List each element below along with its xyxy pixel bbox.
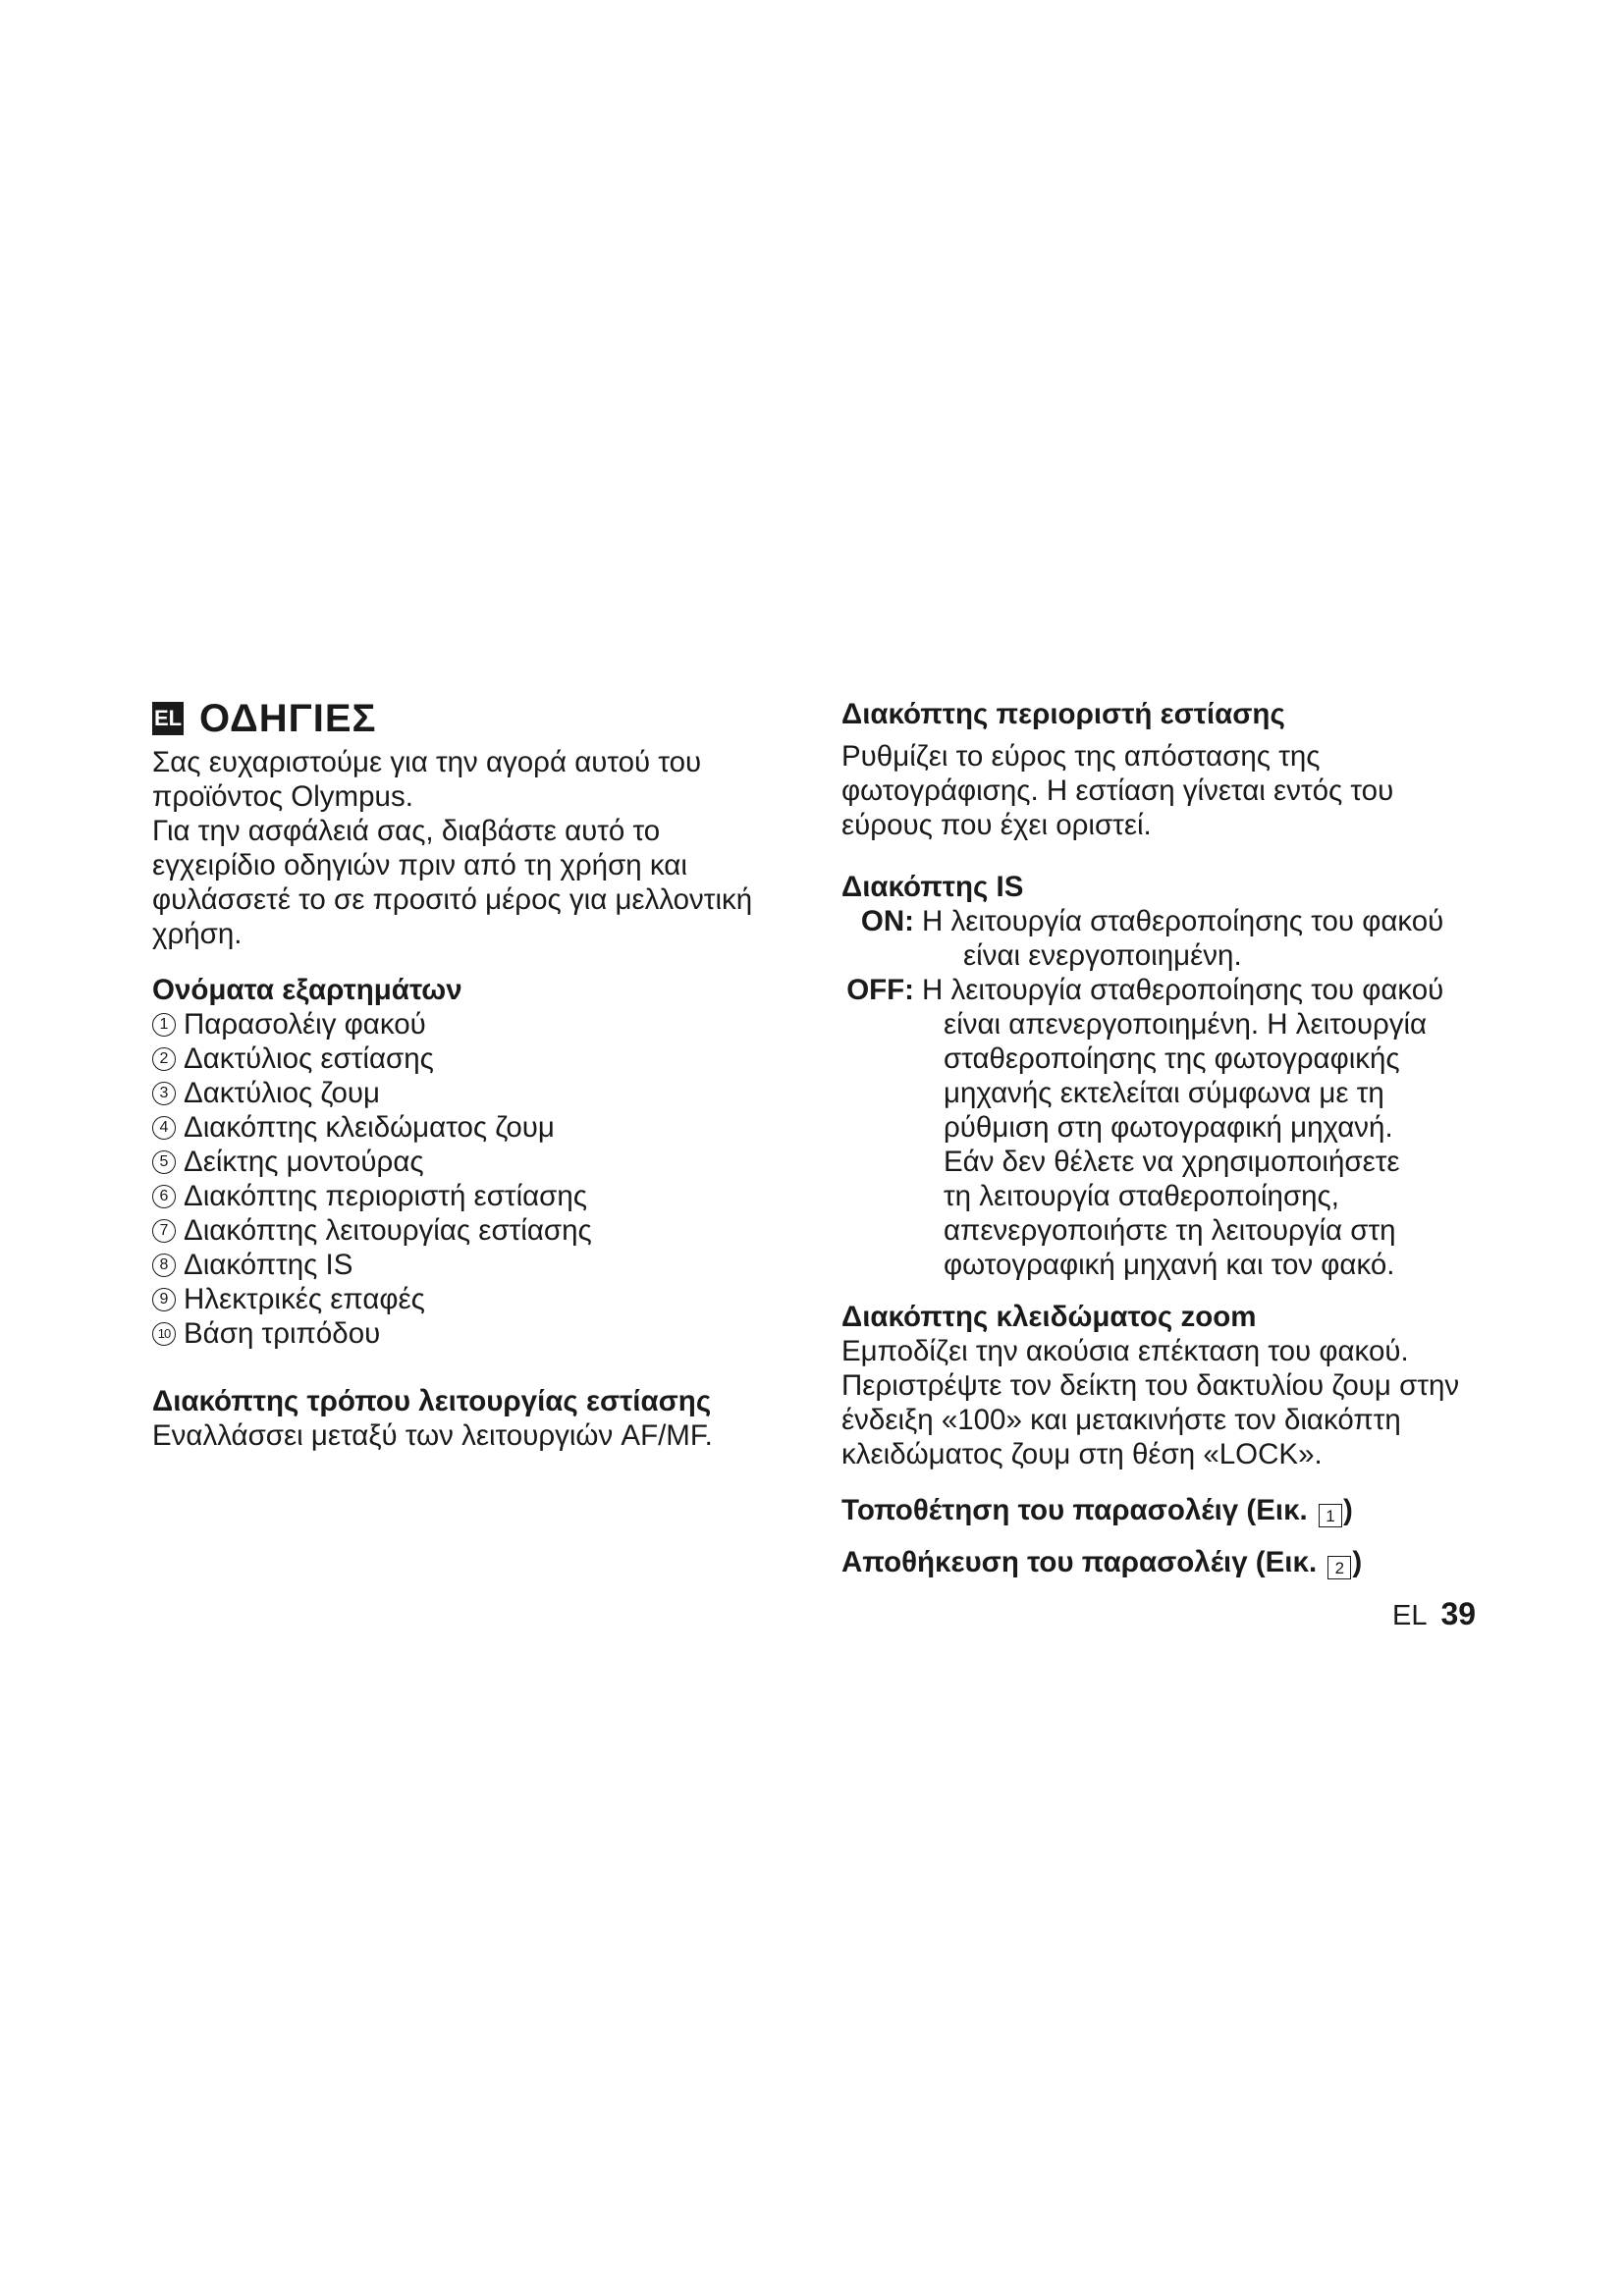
focus-limiter-line: εύρους που έχει οριστεί.: [841, 809, 1152, 841]
intro-paragraph: [152, 745, 781, 951]
focus-limiter-line: φωτογράφισης. Η εστίαση γίνεται εντός του: [841, 774, 1394, 807]
zoom-lock-line: Περιστρέψτε τον δείκτη του δακτυλίου ζουμ στην: [841, 1369, 1460, 1402]
focus-limiter-line: Ρυθμίζει το εύρος της απόστασης της: [841, 740, 1321, 773]
title-text: ΟΔΗΓΙΕΣ: [199, 697, 377, 740]
on-line: είναι ενεργοποιημένη.: [963, 939, 1242, 972]
hood-attach-heading: [841, 1493, 1489, 1527]
item-label: Δείκτης μοντούρας: [184, 1146, 424, 1178]
off-line: απενεργοποιήστε τη λειτουργία στη: [944, 1214, 1396, 1247]
item-label: Διακόπτης IS: [184, 1249, 353, 1281]
item-number: 1: [152, 1013, 176, 1037]
off-line: τη λειτουργία σταθεροποίησης,: [944, 1180, 1339, 1212]
intro-line: Σας ευχαριστούμε για την αγορά αυτού του: [152, 746, 702, 778]
item-number: 2: [152, 1047, 176, 1071]
item-label: Δακτύλιος ζουμ: [184, 1077, 380, 1109]
list-item: [152, 1179, 781, 1213]
page-title: [152, 697, 781, 740]
parts-list: [152, 1007, 781, 1351]
list-item: [152, 1110, 781, 1145]
intro-line: προϊόντος Olympus.: [152, 780, 413, 813]
list-item: [152, 1041, 781, 1076]
figure-ref-box: 2: [1327, 1556, 1351, 1579]
on-term: ON:: [860, 905, 914, 937]
paren-close: ): [1342, 1494, 1353, 1526]
item-number: 8: [152, 1254, 176, 1277]
zoom-lock-heading: Διακόπτης κλειδώματος zoom: [841, 1301, 1257, 1333]
left-column: [152, 697, 781, 1453]
off-line: Εάν δεν θέλετε να χρησιμοποιήσετε: [944, 1146, 1400, 1178]
item-number: 7: [152, 1219, 176, 1243]
list-item: [152, 1248, 781, 1282]
is-off-definition: [841, 973, 1489, 1282]
list-item: [152, 1145, 781, 1179]
item-label: Παρασολέιγ φακού: [184, 1008, 426, 1041]
off-line: σταθεροποίησης της φωτογραφικής: [944, 1042, 1400, 1075]
item-number: 3: [152, 1082, 176, 1105]
on-line: Η λειτουργία σταθεροποίησης του φακού: [922, 905, 1444, 937]
item-label: Βάση τριπόδου: [184, 1317, 381, 1350]
item-label: Δακτύλιος εστίασης: [184, 1042, 434, 1075]
page-number: [1392, 1597, 1476, 1633]
off-line: ρύθμιση στη φωτογραφική μηχανή.: [944, 1111, 1393, 1144]
footer-lang: EL: [1392, 1600, 1428, 1631]
language-badge: EL: [152, 702, 184, 735]
item-number: 6: [152, 1185, 176, 1208]
intro-line: Για την ασφάλειά σας, διαβάστε αυτό το: [152, 815, 661, 847]
item-label: Διακόπτης λειτουργίας εστίασης: [184, 1214, 592, 1247]
list-item: [152, 1213, 781, 1248]
off-line: μηχανής εκτελείται σύμφωνα με τη: [944, 1077, 1384, 1109]
intro-line: φυλάσσετέ το σε προσιτό μέρος για μελλοντική: [152, 883, 753, 916]
intro-line: εγχειρίδιο οδηγιών πριν από τη χρήση και: [152, 849, 687, 881]
item-label: Διακόπτης περιοριστή εστίασης: [184, 1180, 588, 1212]
paren-close: ): [1352, 1546, 1363, 1578]
list-item: [152, 1282, 781, 1316]
page-number-value: 39: [1440, 1596, 1477, 1631]
item-number: 5: [152, 1150, 176, 1174]
item-number: 10: [152, 1322, 176, 1346]
item-label: Ηλεκτρικές επαφές: [184, 1283, 425, 1315]
off-line: είναι απενεργοποιημένη. Η λειτουργία: [944, 1008, 1428, 1041]
list-item: [152, 1076, 781, 1110]
focus-mode-heading: Διακόπτης τρόπου λειτουργίας εστίασης: [152, 1385, 712, 1417]
hood-store-heading: [841, 1545, 1489, 1579]
parts-heading: Ονόματα εξαρτημάτων: [152, 974, 462, 1006]
item-label: Διακόπτης κλειδώματος ζουμ: [184, 1111, 555, 1144]
list-item: [152, 1316, 781, 1351]
off-term: OFF:: [846, 974, 914, 1006]
intro-line: χρήση.: [152, 918, 243, 950]
off-line: Η λειτουργία σταθεροποίησης του φακού: [922, 974, 1444, 1006]
is-on-definition: [841, 904, 1489, 973]
focus-mode-text: Εναλλάσσει μεταξύ των λειτουργιών AF/MF.: [152, 1419, 713, 1452]
list-item: [152, 1007, 781, 1041]
item-number: 4: [152, 1116, 176, 1140]
hood-store-text: Αποθήκευση του παρασολέιγ (Εικ.: [841, 1546, 1318, 1578]
item-number: 9: [152, 1288, 176, 1311]
hood-attach-text: Τοποθέτηση του παρασολέιγ (Εικ.: [841, 1494, 1308, 1526]
right-column: [841, 697, 1489, 1579]
zoom-lock-line: ένδειξη «100» και μετακινήστε τον διακόπτη: [841, 1404, 1401, 1436]
figure-ref-box: 1: [1319, 1504, 1342, 1527]
off-line: φωτογραφική μηχανή και τον φακό.: [944, 1249, 1395, 1281]
zoom-lock-line: Εμποδίζει την ακούσια επέκταση του φακού.: [841, 1335, 1409, 1367]
is-switch-heading: Διακόπτης IS: [841, 871, 1024, 903]
focus-limiter-heading: Διακόπτης περιοριστή εστίασης: [841, 698, 1285, 730]
zoom-lock-line: κλειδώματος ζουμ στη θέση «LOCK».: [841, 1438, 1323, 1470]
